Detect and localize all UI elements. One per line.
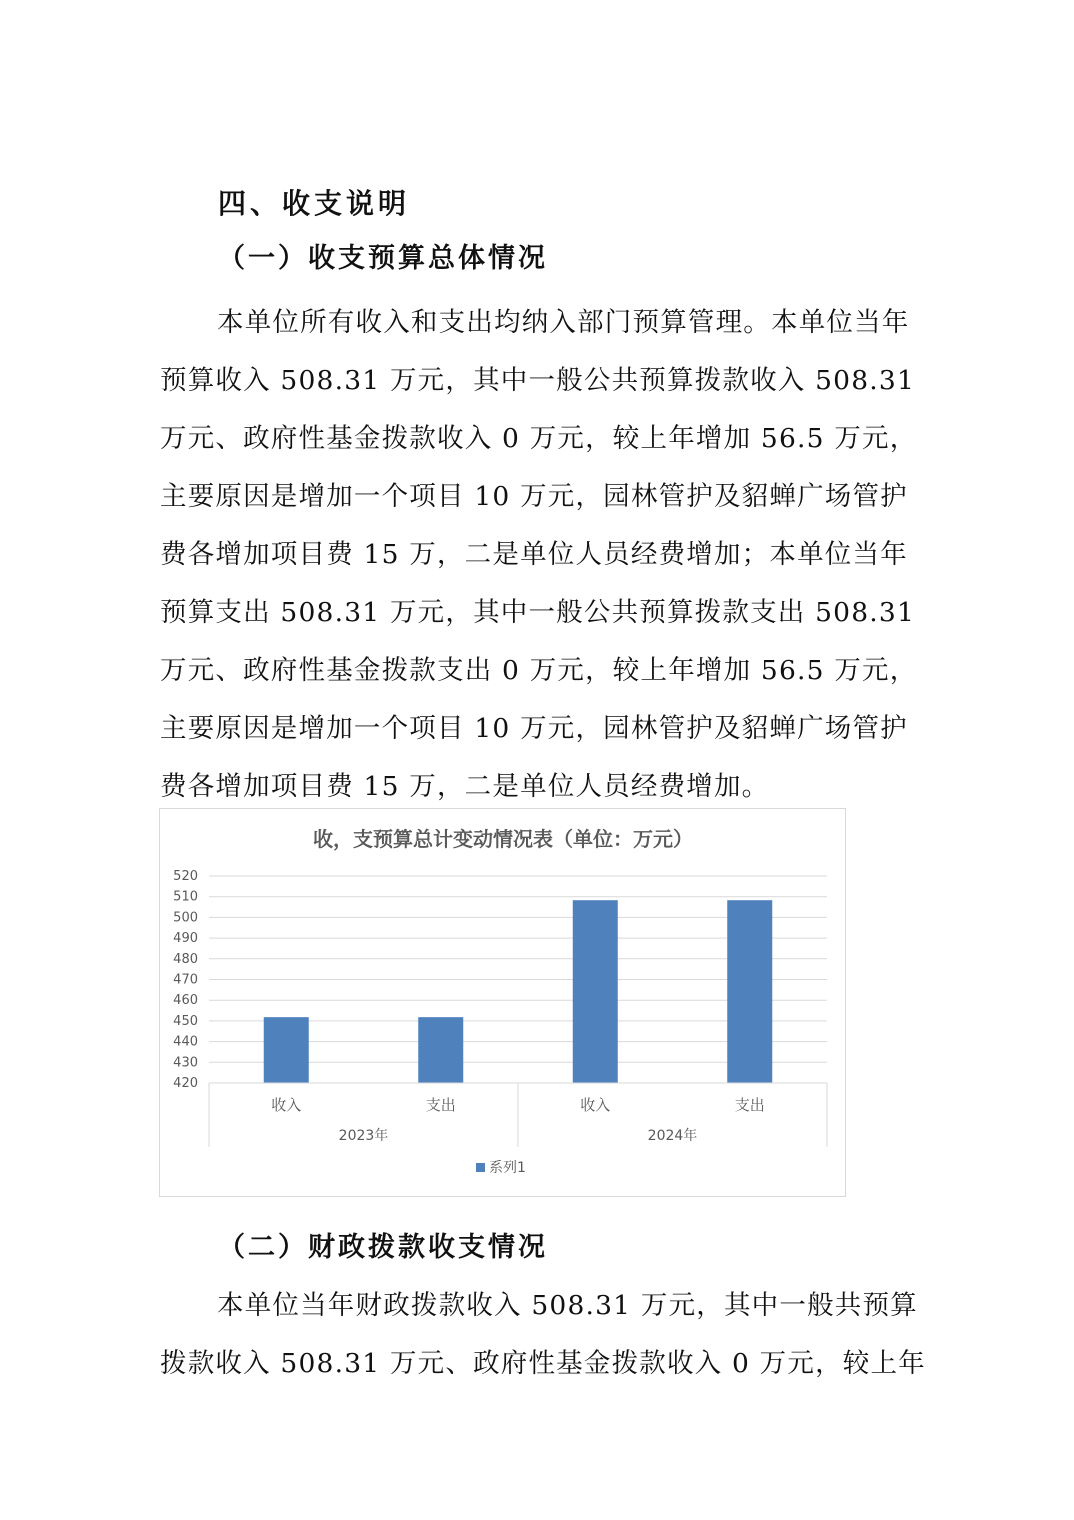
x-category-label: 收入 bbox=[271, 1096, 302, 1114]
y-tick-label: 520 bbox=[173, 869, 198, 884]
budget-change-chart bbox=[159, 808, 846, 1197]
paragraph-1 bbox=[160, 294, 926, 816]
x-group-label: 2024年 bbox=[647, 1128, 698, 1144]
x-category-label: 支出 bbox=[425, 1096, 456, 1114]
paragraph-line: 万元、政府性基金拨款收入 0 万元，较上年增加 56.5 万元， bbox=[160, 423, 918, 454]
y-tick-label: 440 bbox=[173, 1034, 198, 1050]
y-tick-label: 490 bbox=[173, 931, 198, 947]
paragraph-line: 预算支出 508.31 万元，其中一般公共预算拨款支出 508.31 bbox=[160, 597, 916, 628]
paragraph-line: 费各增加项目费 15 万，二是单位人员经费增加；本单位当年 bbox=[160, 539, 908, 570]
x-category-label: 收入 bbox=[580, 1096, 611, 1114]
paragraph-line: 本单位当年财政拨款收入 508.31 万元，其中一般共预算 bbox=[217, 1290, 918, 1321]
chart-svg bbox=[160, 809, 847, 1198]
bar bbox=[727, 900, 772, 1083]
paragraph-2 bbox=[160, 1277, 926, 1393]
paragraph-line: 主要原因是增加一个项目 10 万元，园林管护及貂蝉广场管护 bbox=[160, 481, 908, 512]
y-tick-label: 450 bbox=[173, 1013, 198, 1029]
bar bbox=[264, 1017, 309, 1083]
y-tick-label: 510 bbox=[173, 889, 198, 905]
y-tick-label: 430 bbox=[173, 1055, 198, 1071]
subsection-title-2: （二）财政拨款收支情况 bbox=[218, 1232, 548, 1263]
section-title: 四、收支说明 bbox=[218, 187, 411, 220]
paragraph-line: 万元、政府性基金拨款支出 0 万元，较上年增加 56.5 万元， bbox=[160, 655, 918, 686]
paragraph-line: 主要原因是增加一个项目 10 万元，园林管护及貂蝉广场管护 bbox=[160, 713, 908, 744]
legend-label: 系列1 bbox=[489, 1160, 526, 1176]
y-tick-label: 420 bbox=[173, 1076, 198, 1091]
paragraph-line: 拨款收入 508.31 万元、政府性基金拨款收入 0 万元，较上年 bbox=[160, 1348, 926, 1379]
y-tick-label: 500 bbox=[173, 910, 198, 926]
y-tick-label: 480 bbox=[173, 951, 198, 967]
bar bbox=[573, 900, 618, 1083]
legend-swatch bbox=[476, 1163, 485, 1172]
paragraph-line: 预算收入 508.31 万元，其中一般公共预算拨款收入 508.31 bbox=[160, 365, 916, 396]
y-tick-label: 470 bbox=[173, 972, 198, 988]
x-category-label: 支出 bbox=[734, 1096, 765, 1114]
paragraph-line: 本单位所有收入和支出均纳入部门预算管理。本单位当年 bbox=[217, 307, 910, 338]
bar bbox=[418, 1017, 463, 1083]
chart-title: 收，支预算总计变动情况表（单位：万元） bbox=[313, 827, 693, 851]
paragraph-line: 费各增加项目费 15 万，二是单位人员经费增加。 bbox=[160, 771, 770, 802]
x-group-label: 2023年 bbox=[338, 1128, 389, 1144]
subsection-title-1: （一）收支预算总体情况 bbox=[218, 243, 548, 274]
y-tick-label: 460 bbox=[173, 993, 198, 1009]
